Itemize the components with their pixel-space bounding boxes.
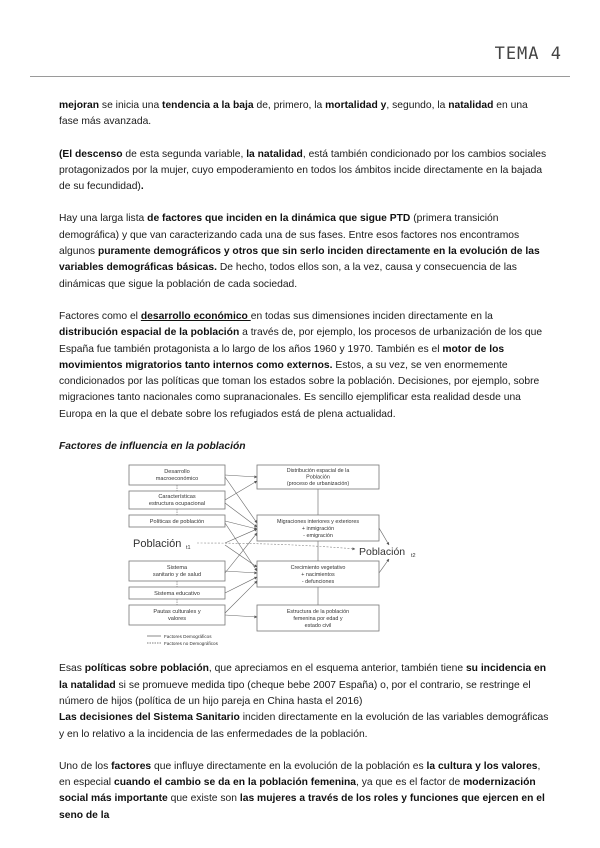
label-poblacion-t1-sub: t1 (186, 545, 191, 552)
label-crecimiento-3: - defunciones (301, 579, 335, 586)
document-body (59, 98, 549, 840)
chapter-title: TEMA 4 (494, 44, 562, 64)
text-run: su incidencia en la natalidad (59, 663, 547, 691)
text-run: , segundo, la (386, 100, 449, 111)
text-run: , está también condicionado por los cambios sociales protagonizados por la mujer, cuyo empoderamiento en todos los ámbitos incide directamente en la bajada de su fecundidad) (59, 148, 547, 193)
text-run: de esta segunda variable, (122, 148, 247, 160)
paragraph-7 (59, 759, 549, 824)
text-run: Las decisiones del Sistema Sanitario (59, 712, 240, 724)
label-educativo: Sistema educativo (154, 591, 200, 598)
box-desarrollo (129, 465, 225, 485)
paragraph-2 (59, 147, 549, 196)
label-sanitario-1: Sistema (166, 565, 188, 572)
label-caracteristicas-1: Características (158, 494, 196, 501)
text-run: Hay una larga lista (59, 213, 148, 225)
text-run: de factores que inciden en la dinámica que sigue PTD (147, 213, 411, 225)
text-run: , que apreciamos en el esquema anterior, también tiene (208, 663, 466, 675)
text-run: mortalidad y (325, 100, 387, 111)
text-run: distribución espacial de la población (59, 327, 240, 339)
text-run: , ya que es el factor de (356, 777, 464, 789)
text-run: motor de los movimientos migratorios tanto internos como externos. (59, 343, 505, 371)
text-run: cuando el cambio se da en la población femenina (113, 777, 357, 789)
text-run: tendencia a la baja (162, 100, 254, 111)
header-divider (30, 76, 570, 77)
text-run: las mujeres a través de los roles y funciones que ejercen en el seno de la (59, 793, 545, 821)
label-poblacion-t2: Población (359, 546, 406, 559)
text-run: modernización social más importante (59, 777, 536, 805)
label-crecimiento-2: + nacimientos (301, 572, 335, 579)
text-run: a través de, por ejemplo, los procesos de urbanización de los que España fue también protagonista a lo largo de los años 1960 y 1970. También es el (59, 327, 543, 355)
label-distribucion-1: Distribución espacial de la (286, 468, 350, 475)
text-run: De hecho, todos ellos son, a la vez, causa y consecuencia de las dinámicas que sigue la población de cada sociedad. (59, 262, 517, 290)
paragraph-5 (59, 661, 549, 710)
paragraph-3 (59, 211, 549, 292)
text-run: (primera transición demográfica) y que van caracterizando cada una de sus fases. Entre esos factores nos encontramos algunos (59, 213, 520, 258)
label-desarrollo-1: Desarrollo (164, 469, 190, 476)
label-migraciones-1: Migraciones interiores y exteriores (276, 519, 360, 526)
label-pautas-1: Pautas culturales y (153, 609, 201, 616)
diagram-svg (127, 463, 447, 649)
text-run: inciden directamente en la evolución de las variables demográficas y en lo relativo a la incidencia de las enfermedades de la población. (59, 712, 549, 740)
label-caracteristicas-2: estructura ocupacional (148, 501, 206, 508)
text-run: Estos, a su vez, se ven enormemente condicionados por las políticas que toman los estados sobre la población. Decisiones, por ejemplo, sobre migraciones tanto nacionales como supranacionales. Es sencillo ejemplificar esta realidad desde una Europa en la que el debate sobre los refugiados está de plena actualidad. (59, 359, 540, 420)
text-run: . (140, 181, 144, 193)
text-run: mejoran (59, 100, 100, 111)
section-title: Factores de influencia en la población (59, 441, 246, 453)
label-estructura-1: Estructura de la población (286, 609, 350, 616)
label-distribucion-2: Población (306, 474, 330, 481)
text-run: Uno de los (59, 760, 112, 772)
label-sanitario-2: sanitario y de salud (152, 572, 202, 579)
label-desarrollo-2: macroeconómico (155, 476, 199, 483)
text-run: si se promueve medida tipo (cheque bebe 2007 España) o, por el contrario, se restringe el número de hijos (política de un hijo pareja en China hasta el 2016) (59, 679, 531, 707)
legend-demograficos: Factores Demográficos (164, 634, 212, 640)
text-run: que existe son (167, 793, 240, 805)
paragraph-1 (59, 98, 549, 131)
label-crecimiento-1: Crecimiento vegetativo (290, 565, 346, 572)
text-run: se inicia una (99, 100, 163, 111)
label-pautas-2: valores (167, 616, 187, 623)
text-run: la natalidad (246, 148, 303, 160)
label-poblacion-t2-sub: t2 (411, 553, 416, 560)
text-run: en una fase más avanzada. (59, 100, 528, 128)
text-run: , en especial (59, 760, 541, 789)
paragraph-6 (59, 710, 549, 743)
text-run: factores (111, 760, 152, 772)
text-run: puramente demográficos y otros que sin serlo inciden directamente en la evolución de las variables demográficas básicas. (59, 246, 540, 274)
text-run: que influye directamente en la evolución de la población es (151, 760, 427, 772)
label-politicas: Políticas de población (149, 519, 205, 526)
text-run: (El descenso (59, 148, 123, 160)
legend-no-demograficos: Factores no Demográficos (164, 641, 218, 647)
population-factors-diagram (59, 463, 549, 649)
text-run: en todas sus dimensiones inciden directamente en la (250, 310, 493, 322)
box-sistema-sanitario (129, 561, 225, 581)
label-estructura-2: femenina por edad y (293, 616, 343, 623)
label-migraciones-2: + inmigración (301, 526, 335, 533)
text-run: natalidad (448, 100, 494, 111)
label-poblacion-t1: Población (133, 538, 182, 551)
label-migraciones-3: - emigración (303, 533, 333, 540)
label-estructura-3: estado civil (304, 623, 332, 630)
text-run: la cultura y los valores (426, 760, 538, 772)
text-run: Esas (59, 663, 85, 675)
text-run: de, primero, la (253, 100, 326, 111)
text-run: Factores como el (59, 310, 141, 322)
paragraph-4 (59, 309, 549, 423)
box-pautas-culturales (129, 605, 225, 625)
label-distribucion-3: (proceso de urbanización) (286, 481, 350, 488)
text-run: desarrollo económico (140, 310, 251, 322)
text-run: políticas sobre población (84, 663, 209, 675)
